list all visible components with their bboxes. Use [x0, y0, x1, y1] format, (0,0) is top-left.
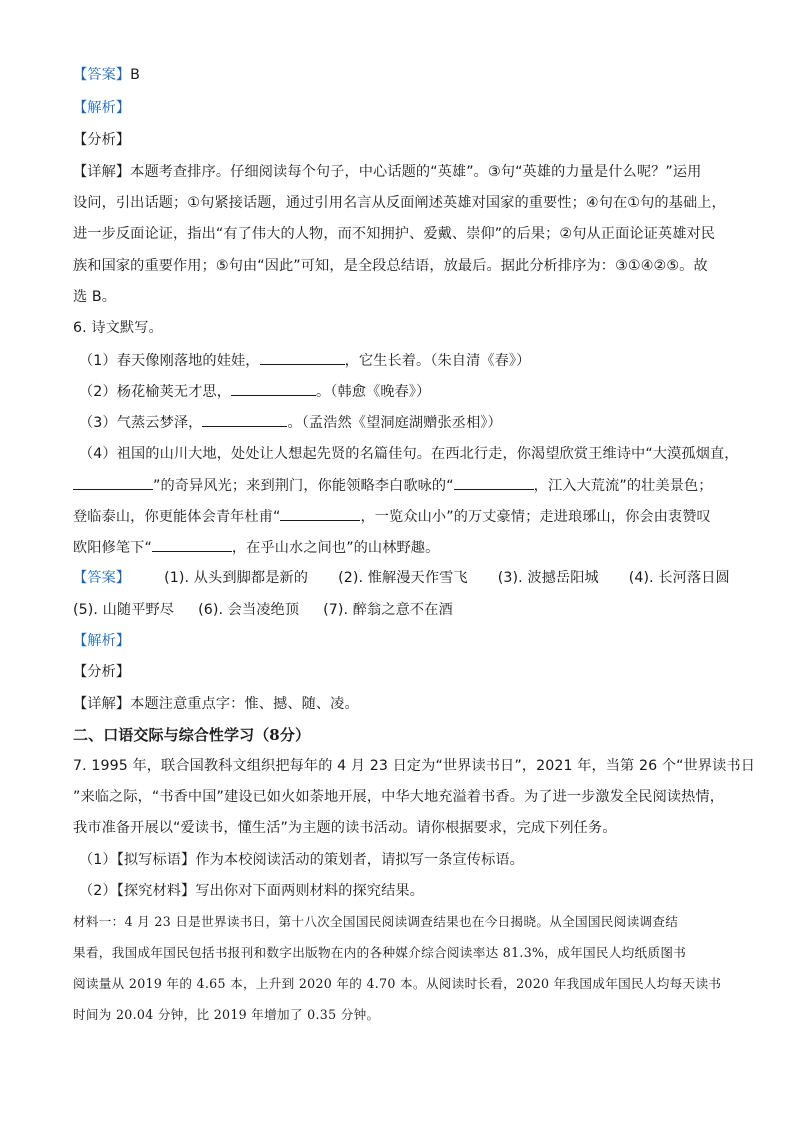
q6-answer-item: (3). 波撼岳阳城 — [497, 570, 599, 586]
q6-answer-item: (2). 惟解漫天作雪飞 — [338, 570, 468, 586]
q7-task-2 — [79, 881, 424, 901]
q7-text: 我市准备开展以“爱读书，懂生活”为主题的读书活动。请你根据要求，完成下列任务。 — [73, 820, 617, 836]
q6-item-4-text: ，江入大荒流”的壮美景色； — [533, 478, 713, 494]
q6-answer-tag: 【答案】 — [73, 570, 131, 586]
q5-detail-text: 本题考查排序。仔细阅读每个句子，中心话题的“英雄”。③句“英雄的力量是什么呢？”运用 — [130, 164, 702, 180]
q6-item-4-line-3 — [73, 506, 711, 527]
q6-answers-line-1 — [73, 568, 730, 588]
answer-blank[interactable] — [152, 537, 232, 552]
material-text: 果看，我国成年国民包括书报刊和数字出版物在内的各种媒介综合阅读率达 81.3%，成年国民人均纸质图书 — [73, 945, 687, 960]
answer-blank[interactable] — [231, 381, 316, 396]
q6-title: 6. 诗文默写。 — [73, 320, 163, 336]
q6-item-3 — [79, 412, 502, 433]
answer-blank[interactable] — [202, 412, 287, 427]
q6-fenxi-tag: 【分析】 — [73, 664, 131, 680]
q6-answer-item: (1). 从头到脚都是新的 — [164, 570, 309, 586]
q5-detail-text: 设问，引出话题；①句紧接话题，通过引用名言从反面阐述英雄对国家的重要性；④句在①句的基础上， — [73, 195, 726, 211]
q6-detail-tag: 【详解】 — [73, 696, 131, 712]
q7-text: ”来临之际，“书香中国”建设已如火如荼地开展，中华大地充溢着书香。为了进一步激发全民阅读热情， — [73, 789, 725, 805]
q7-task-2-num: （2） — [79, 883, 117, 899]
q5-detail-text: 选 B。 — [73, 289, 117, 305]
q5-detail-line — [73, 162, 701, 182]
answer-blank[interactable] — [454, 475, 534, 490]
q7-task-1-num: （1） — [79, 852, 117, 868]
q6-item-2-post: 。（韩愈《晚春》） — [316, 384, 431, 400]
q6-detail-text: 本题注意重点字：惟、撼、随、凌。 — [130, 696, 359, 712]
q6-answer-item: (5). 山随平野尽 — [73, 602, 175, 618]
q6-answer-item: (7). 醉翁之意不在酒 — [323, 602, 453, 618]
q6-answers-line-2 — [73, 600, 453, 620]
q6-item-3-post: 。（孟浩然《望洞庭湖赠张丞相》） — [287, 415, 502, 431]
q7-task-2-text: 写出你对下面两则材料的探究结果。 — [195, 883, 424, 899]
q7-text: 7. 1995 年，联合国教科文组织把每年的 4 月 23 日定为“世界读书日”，2021 年，当第 26 个“世界读书日 — [73, 758, 755, 774]
material-text: 时间为 20.04 分钟，比 2019 年增加了 0.35 分钟。 — [73, 1007, 380, 1022]
q5-fenxi-tag: 【分析】 — [73, 132, 131, 148]
q5-analysis-tag: 【解析】 — [73, 100, 131, 116]
q6-item-4-text: 欧阳修笔下“ — [73, 540, 152, 556]
q5-answer-line — [73, 65, 140, 85]
q6-item-1 — [79, 350, 530, 371]
q5-answer: B — [130, 67, 140, 83]
q7-task-1-text: 作为本校阅读活动的策划者，请拟写一条宣传标语。 — [195, 852, 524, 868]
q7-task-2-tag: 【探究材料】 — [116, 883, 196, 899]
q6-analysis-tag: 【解析】 — [73, 633, 131, 649]
q6-detail-line — [73, 694, 359, 714]
q6-item-4-text: 登临泰山，你更能体会青年杜甫“ — [73, 509, 281, 525]
q7-task-1 — [79, 850, 524, 870]
q6-item-4-text: ，在乎山水之间也”的山林野趣。 — [231, 540, 440, 556]
q6-item-2-pre: （2）杨花榆荚无才思， — [79, 384, 232, 400]
material-text: 材料一：4 月 23 日是世界读书日，第十八次全国国民阅读调查结果也在今日揭晓。从全国国民阅读调查结 — [73, 914, 679, 929]
q6-item-1-pre: （1）春天像刚落地的娃娃， — [79, 353, 260, 369]
q6-item-4-line-1: （4）祖国的山川大地，处处让人想起先贤的名篇佳句。在西北行走，你渴望欣赏王维诗中“大漠孤烟直， — [79, 446, 739, 462]
material-text: 阅读量从 2019 年的 4.65 本，上升到 2020 年的 4.70 本。从阅读时长看，2020 年我国成年国民人均每天读书 — [73, 976, 722, 991]
q6-answer-item: (6). 会当凌绝顶 — [198, 602, 300, 618]
q6-item-2 — [79, 381, 430, 402]
q6-item-4-text: ，一览众山小”的万丈豪情；走进琅琊山，你会由衷赞叹 — [360, 509, 711, 525]
q7-task-1-tag: 【拟写标语】 — [116, 852, 196, 868]
q6-item-1-post: ，它生长着。（朱自清《春》） — [344, 353, 531, 369]
q6-answer-item: (4). 长河落日圆 — [628, 570, 730, 586]
answer-blank[interactable] — [73, 475, 153, 490]
q5-answer-tag: 【答案】 — [73, 67, 131, 83]
q5-detail-text: 族和国家的重要作用；⑤句由“因此”可知，是全段总结语，放最后。据此分析排序为：③①④②⑤。故 — [73, 258, 708, 274]
q6-item-3-pre: （3）气蒸云梦泽， — [79, 415, 203, 431]
section-2-title: 二、口语交际与综合性学习（8分） — [73, 726, 311, 744]
answer-blank[interactable] — [260, 350, 345, 365]
q6-item-4-text: ”的奇异风光；来到荆门，你能领略李白歌咏的“ — [153, 478, 454, 494]
q6-item-4-line-4 — [73, 537, 439, 558]
q5-detail-text: 进一步反面论证，指出“有了伟大的人物，而不知拥护、爱戴、崇仰”的后果；②句从正面论证英雄对民 — [73, 226, 716, 242]
q5-detail-tag: 【详解】 — [73, 164, 131, 180]
answer-blank[interactable] — [280, 506, 360, 521]
q6-item-4-line-2 — [73, 475, 713, 496]
